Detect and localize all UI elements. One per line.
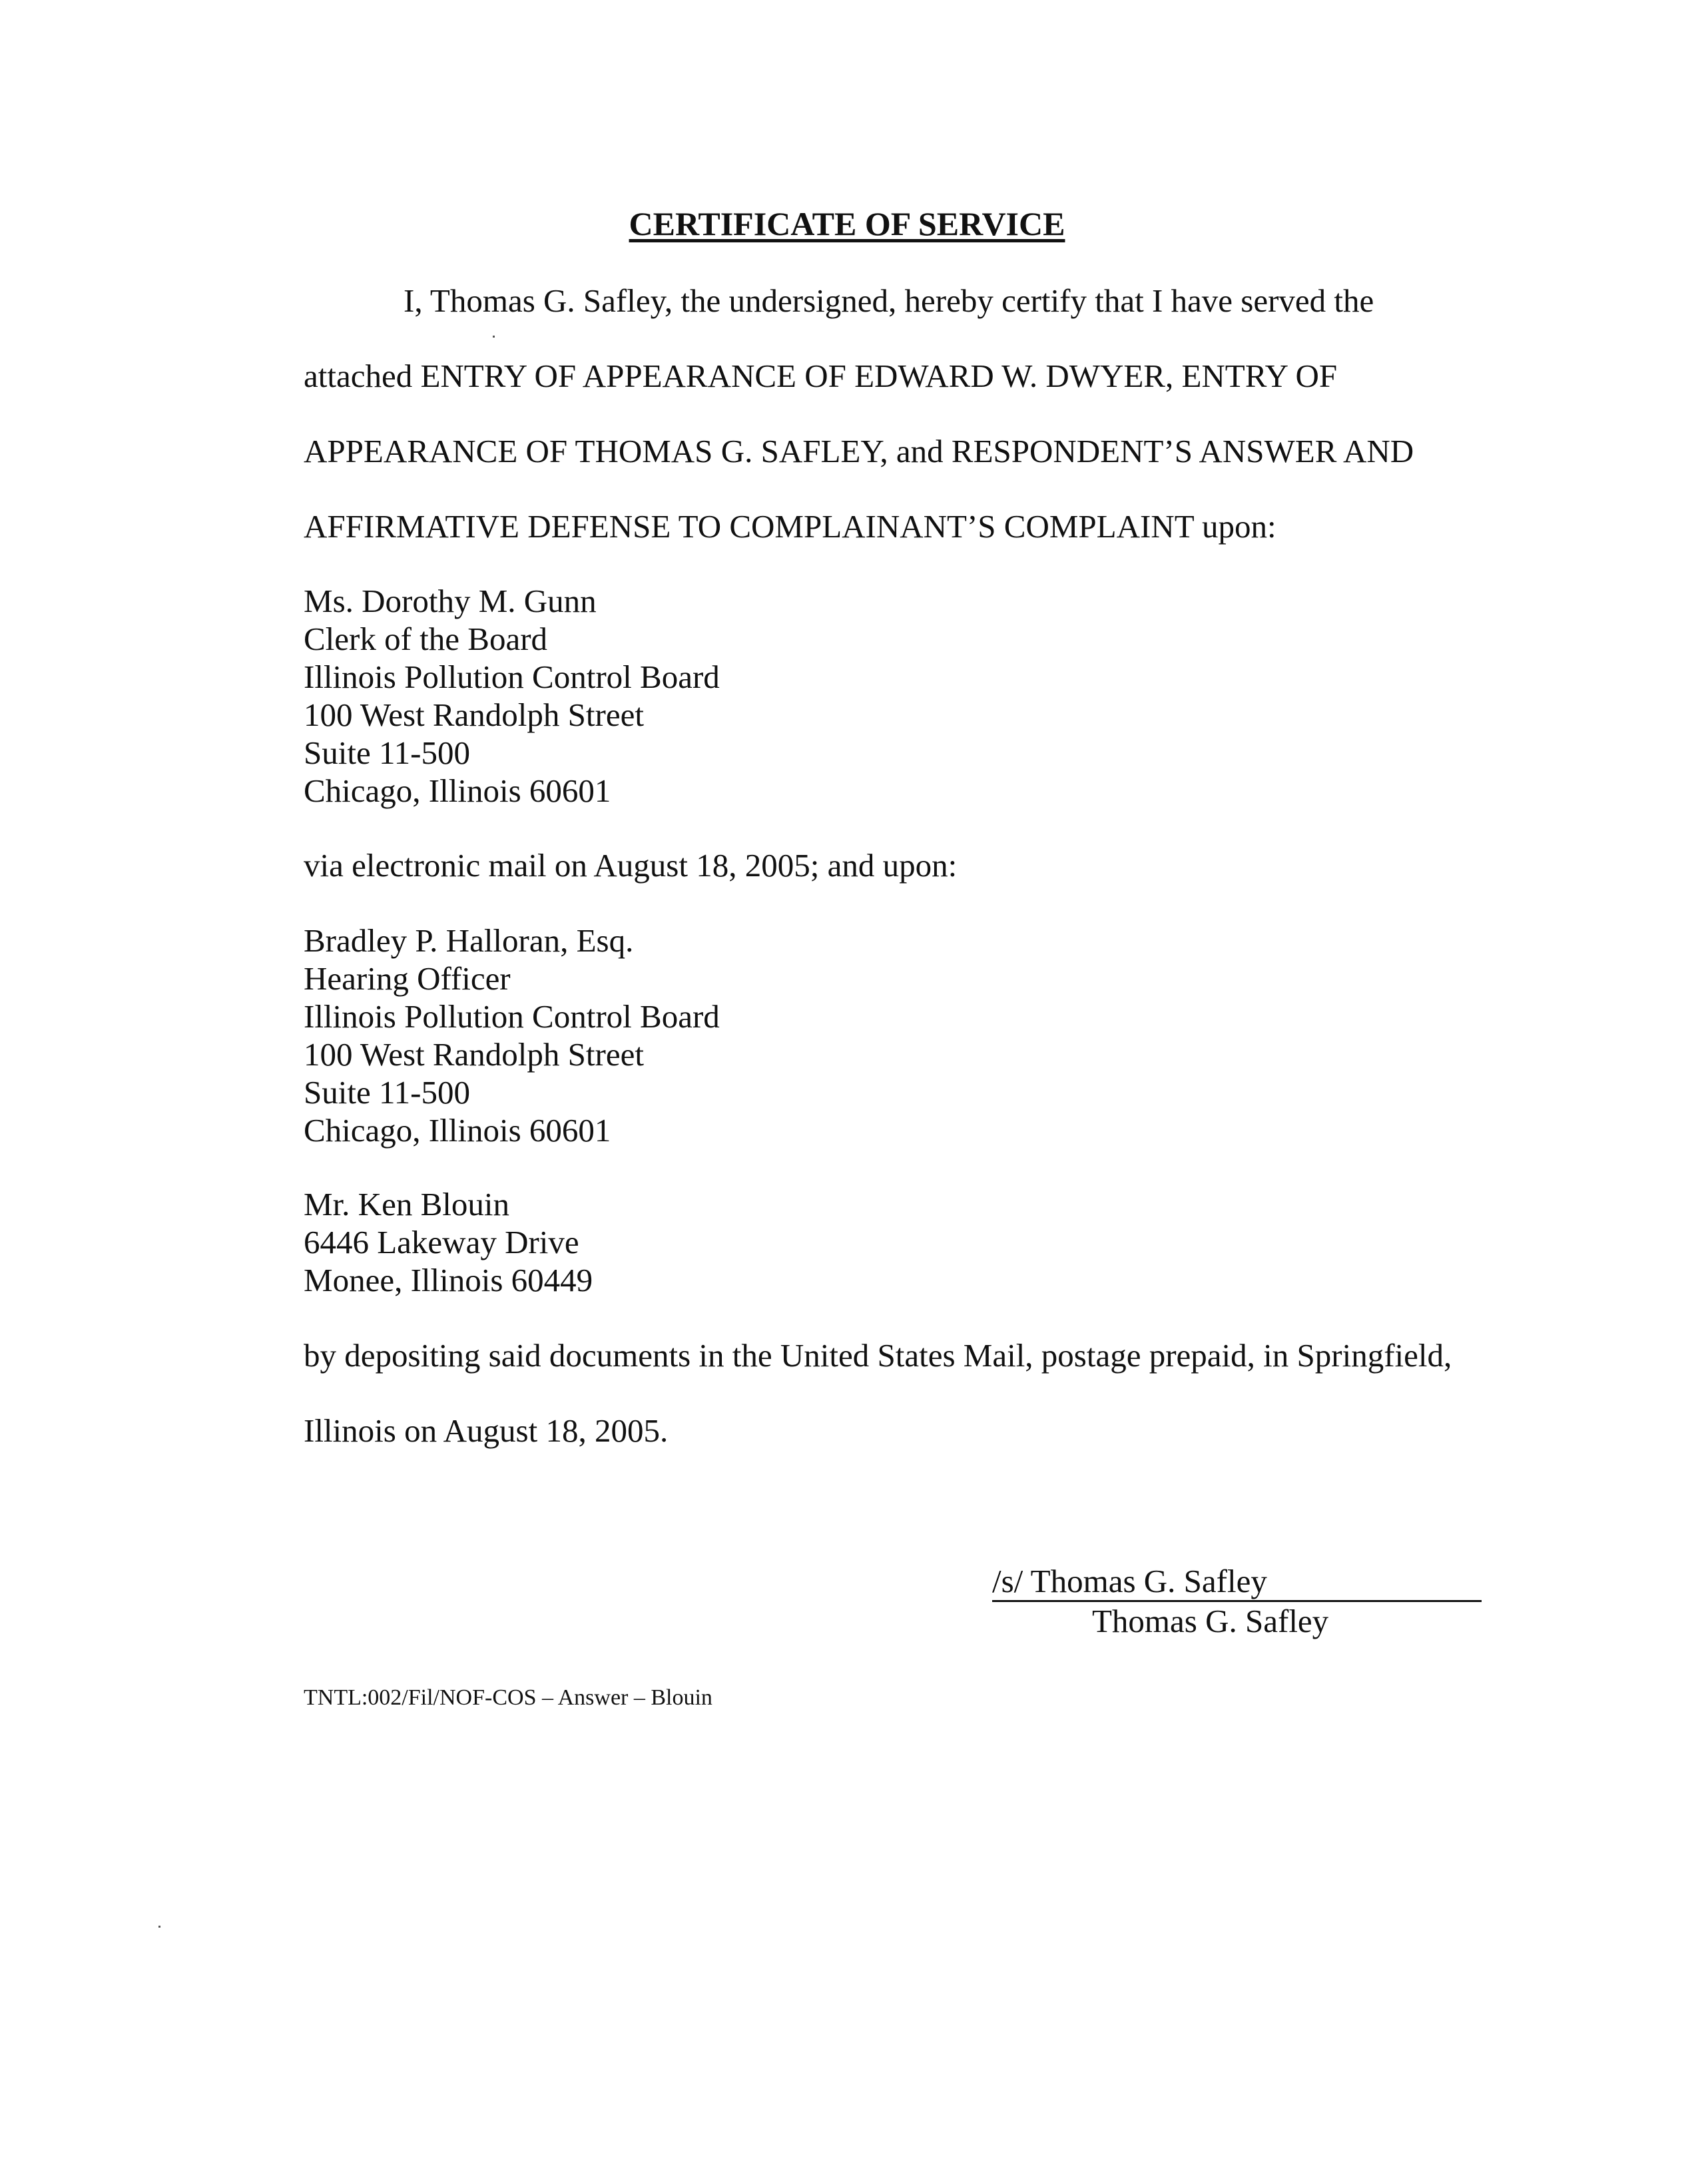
address-line: Mr. Ken Blouin xyxy=(304,1186,509,1223)
certification-line: AFFIRMATIVE DEFENSE TO COMPLAINANT’S COMPLAINT upon: xyxy=(304,508,1276,545)
address-line: 100 West Randolph Street xyxy=(304,696,644,733)
address-line: Chicago, Illinois 60601 xyxy=(304,772,611,809)
certification-paragraph xyxy=(304,280,1569,581)
service-method-email: via electronic mail on August 18, 2005; and upon: xyxy=(304,847,958,884)
address-line: Illinois Pollution Control Board xyxy=(304,998,720,1035)
scan-speck xyxy=(493,336,495,338)
recipient-address-complainant xyxy=(304,1185,593,1299)
document-title: CERTIFICATE OF SERVICE xyxy=(629,205,1065,242)
address-line: Monee, Illinois 60449 xyxy=(304,1262,593,1298)
recipient-address-hearing-officer xyxy=(304,922,720,1149)
address-line: Illinois Pollution Control Board xyxy=(304,659,720,695)
certification-line: I, Thomas G. Safley, the undersigned, hereby certify that I have served the xyxy=(404,282,1374,319)
address-line: 6446 Lakeway Drive xyxy=(304,1224,579,1260)
closing-line: by depositing said documents in the United States Mail, postage prepaid, in Springfield, xyxy=(304,1337,1452,1374)
certification-line: attached ENTRY OF APPEARANCE OF EDWARD W. DWYER, ENTRY OF xyxy=(304,358,1338,394)
file-reference: TNTL:002/Fil/NOF-COS – Answer – Blouin xyxy=(304,1685,712,1710)
signer-name: Thomas G. Safley xyxy=(1092,1603,1329,1639)
address-line: Bradley P. Halloran, Esq. xyxy=(304,922,634,959)
address-line: Suite 11-500 xyxy=(304,734,470,771)
closing-paragraph xyxy=(304,1334,1569,1485)
signature-block xyxy=(992,1562,1482,1640)
address-line: Ms. Dorothy M. Gunn xyxy=(304,583,597,619)
address-line: Chicago, Illinois 60601 xyxy=(304,1112,611,1149)
certification-line: APPEARANCE OF THOMAS G. SAFLEY, and RESPONDENT’S ANSWER AND xyxy=(304,433,1414,469)
electronic-signature: /s/ Thomas G. Safley xyxy=(992,1563,1267,1599)
recipient-address-clerk xyxy=(304,582,720,810)
closing-line: Illinois on August 18, 2005. xyxy=(304,1412,669,1449)
scan-speck xyxy=(158,1926,160,1928)
signature-line xyxy=(992,1562,1482,1602)
address-line: Suite 11-500 xyxy=(304,1074,470,1111)
address-line: Hearing Officer xyxy=(304,960,511,997)
address-line: 100 West Randolph Street xyxy=(304,1036,644,1073)
address-line: Clerk of the Board xyxy=(304,621,548,657)
